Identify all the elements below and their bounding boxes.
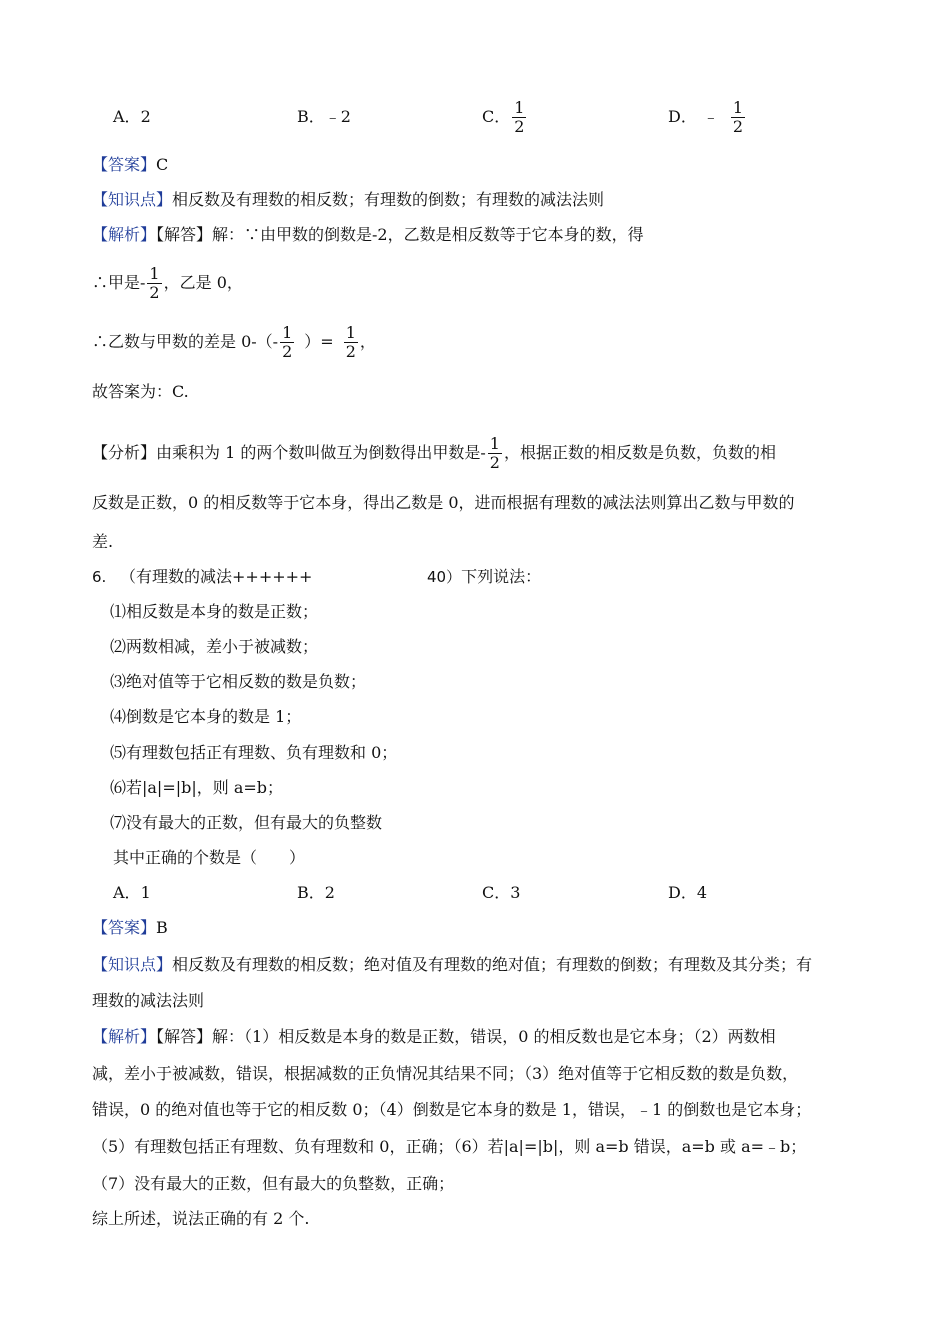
q6-item-3: ⑶绝对值等于它相反数的数是负数； [110,672,367,691]
option-label: C． [482,107,511,126]
q6-analysis-line6: 综上所述，说法正确的有 2 个. [92,1209,310,1228]
q5-analysis-line1 [92,225,644,245]
option-label: C． [482,883,511,902]
knowledge-text: 相反数及有理数的相反数；绝对值及有理数的绝对值；有理数的倒数；有理数及其分类；有 [172,955,813,974]
text: 故答案为：C. [92,382,189,401]
option-label: B． [297,883,325,902]
knowledge-tag: 【知识点】 [92,955,173,974]
q5-analysis-line3 [92,321,376,363]
text: ，根据正数的相反数是负数，负数的相 [503,443,776,462]
text: ， [359,332,376,351]
score: 40） [427,568,462,586]
source: （有理数的减法++++++ [120,567,313,586]
q5-knowledge [92,190,604,210]
q6-item-2: ⑵两数相减，差小于被减数； [110,637,319,656]
fraction [512,99,526,136]
option-value: ﹣2 [324,107,351,126]
answer-text: C [156,155,169,174]
text: 由乘积为 1 的两个数叫做互为倒数得出甲数是- [156,443,486,462]
text: ∴乙数与甲数的差是 0-（- [92,332,279,351]
option-value: 3 [510,883,521,902]
fraction [147,265,161,302]
answer-tag: 【答案】 [92,155,157,174]
q6-item-5: ⑸有理数包括正有理数、负有理数和 0； [110,743,398,762]
q6-answer [92,918,168,938]
q6-analysis-line1 [92,1027,776,1047]
option-label: A． [113,107,141,126]
q6-analysis-line4: （5）有理数包括正有理数、负有理数和 0，正确；（6）若|a|=|b|，则 a=b 错误，a=b 或 a=﹣b； [92,1137,807,1156]
q6-item-4: ⑷倒数是它本身的数是 1； [110,707,302,726]
q5-option-a [113,107,151,127]
text: 反数是正数，0 的相反数等于它本身，得出乙数是 0，进而根据有理数的减法法则算出乙数与甲数的 [92,493,795,512]
q6-analysis-line2: 减，差小于被减数，错误，根据减数的正负情况其结果不同；（3）绝对值等于它相反数的数是负数， [92,1064,799,1083]
q5-analysis-line2 [92,262,243,304]
q6-source [120,567,312,587]
numerator: 1 [345,323,356,342]
numerator: 1 [282,323,293,342]
option-value: 1 [140,883,151,902]
option-label: A． [113,883,141,902]
analysis-tag: 【解析】 [92,1027,157,1046]
q6-analysis-line3: 错误，0 的绝对值也等于它的相反数 0；（4）倒数是它本身的数是 1，错误，﹣1 的倒数也是它本身； [92,1100,812,1119]
q6-option-d [668,883,707,903]
numerator: 1 [489,434,500,453]
option-value: 2 [140,107,151,126]
fraction [344,324,358,361]
numerator: 1 [514,98,525,117]
q6-knowledge-line1 [92,955,812,975]
q5-fenxi-line1 [92,432,776,474]
knowledge-tag: 【知识点】 [92,190,173,209]
q6-number [92,567,106,587]
analysis-text: 【解答】解：（1）相反数是本身的数是正数，错误，0 的相反数也是它本身；（2）两数相 [156,1027,776,1046]
option-value: 4 [696,883,708,902]
q5-option-d [668,96,747,138]
analysis-text: 【解答】解：∵由甲数的倒数是-2，乙数是相反数等于它本身的数，得 [156,225,644,244]
option-value: 2 [324,883,335,902]
denominator: 2 [732,117,744,136]
q5-fenxi-line2 [92,493,795,513]
fraction [488,435,502,472]
denominator: 2 [149,283,160,302]
question-number: 6. [92,568,107,586]
q6-question: 其中正确的个数是（ ） [113,848,306,867]
q6-stem [427,567,541,587]
sign: ﹣ [702,107,719,126]
fenxi-tag: 【分析】 [92,443,157,462]
denominator: 2 [514,117,525,136]
q5-analysis-line4 [92,382,189,402]
text: ）= [304,332,334,351]
option-label: B． [297,107,325,126]
denominator: 2 [345,342,356,361]
text: 差. [92,532,114,551]
q6-item-7: ⑺没有最大的正数，但有最大的负整数 [110,813,383,832]
fraction [731,99,745,136]
q5-option-c [482,96,528,138]
answer-tag: 【答案】 [92,918,157,937]
option-label: D． [668,107,697,126]
text: ∴甲是- [92,273,146,292]
analysis-tag: 【解析】 [92,225,157,244]
q6-item-1: ⑴相反数是本身的数是正数； [110,602,319,621]
q6-analysis-line5: （7）没有最大的正数，但有最大的负整数，正确； [92,1174,455,1193]
stem: 下列说法： [461,567,542,586]
numerator: 1 [149,264,160,283]
q5-fenxi-line3 [92,532,113,552]
answer-text: B [156,918,168,937]
q6-option-a [113,883,151,903]
q5-option-b [297,107,351,127]
q5-answer [92,155,168,175]
fraction [280,324,294,361]
option-label: D． [668,883,697,902]
knowledge-text: 相反数及有理数的相反数；有理数的倒数；有理数的减法法则 [172,190,605,209]
denominator: 2 [282,342,293,361]
q6-item-6: ⑹若|a|=|b|，则 a=b； [110,778,284,797]
denominator: 2 [489,453,500,472]
q6-knowledge-line2: 理数的减法法则 [92,991,205,1010]
numerator: 1 [732,98,744,117]
q6-option-b [297,883,335,903]
q6-option-c [482,883,520,903]
text: ，乙是 0， [163,273,243,292]
